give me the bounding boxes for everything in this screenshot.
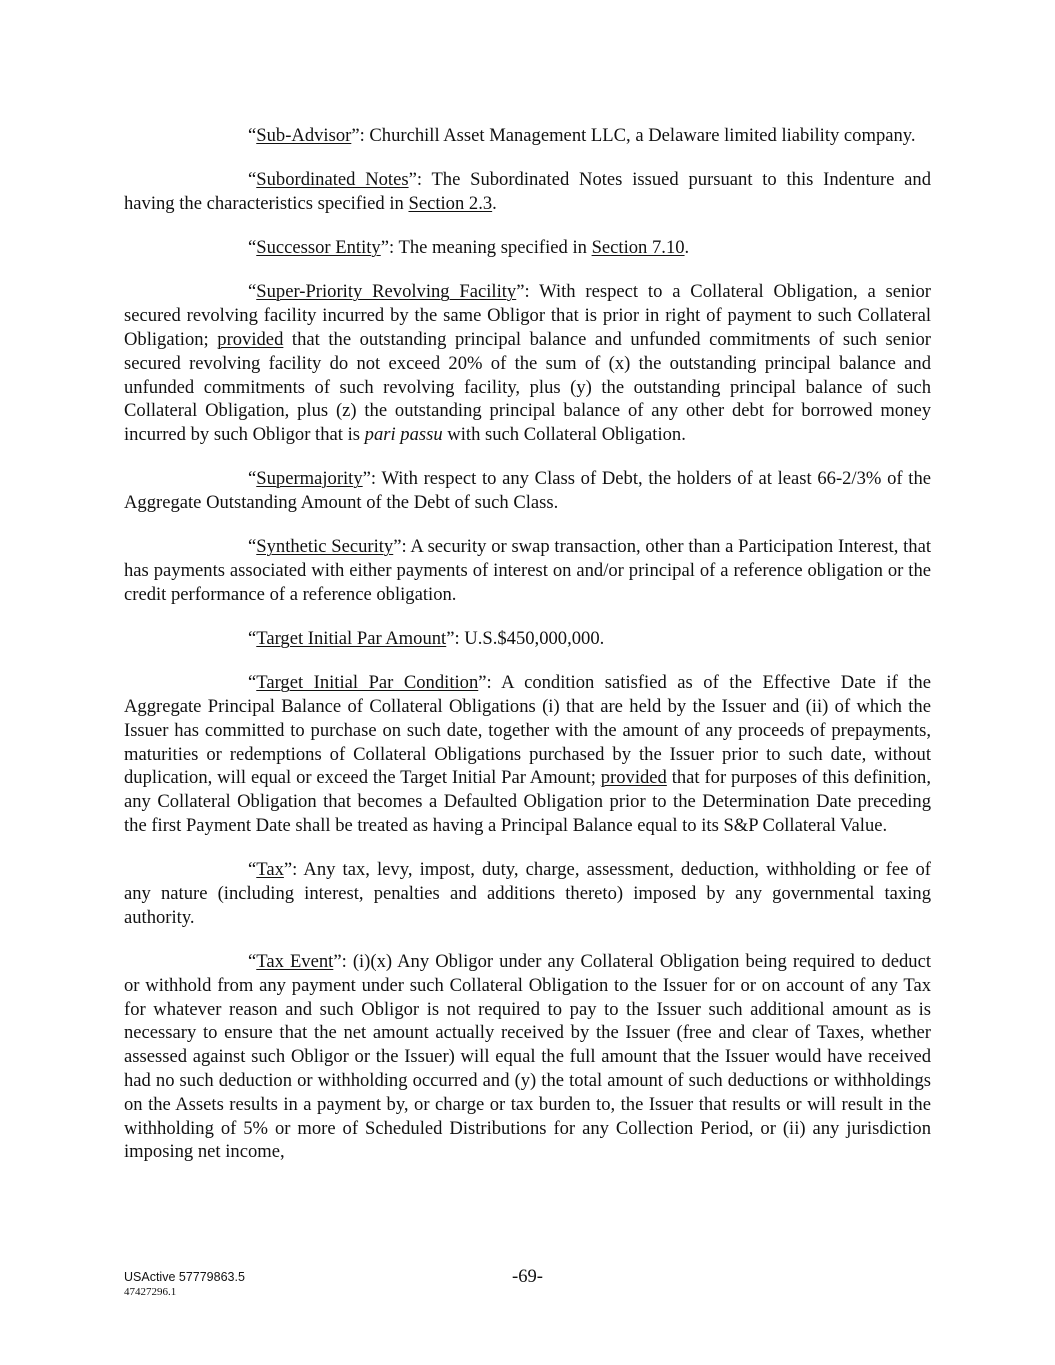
definition-text: A condition satisfied as of the Effective Date if the Aggregate Principal Balance of Collateral Obligations (i) that are held by the Issuer and (ii) of which the Issuer has committed to purchase on such date, together with the amount of any proceeds of prepayments, maturities or redemptions of Collateral Obligations purchased by the Issuer prior to such date, without duplication, will equal or exceed the Target Initial Par Amount; [124, 672, 931, 789]
definition-tax [124, 858, 931, 929]
document-id-secondary: 47427296.1 [124, 1286, 177, 1298]
defined-term: Tax [256, 859, 284, 881]
open-quote: “ [248, 859, 257, 881]
section-reference: Section 2.3 [408, 192, 493, 214]
defined-term: Target Initial Par Condition [256, 672, 479, 694]
defined-term: Subordinated Notes [256, 169, 409, 191]
open-quote: “ [248, 125, 257, 146]
term-separator: ”: [393, 536, 411, 558]
term-separator: ”: [362, 468, 382, 490]
definition-text-end: . [684, 237, 690, 259]
defined-term: Successor Entity [256, 237, 381, 259]
definition-text: With respect to any Class of Debt, the holders of at least 66-2/3% of the Aggregate Outstanding Amount of the Debt of such Class. [124, 468, 931, 514]
open-quote: “ [248, 468, 257, 490]
definition-sub-advisor [124, 124, 931, 148]
term-separator: ”: [516, 281, 540, 303]
term-separator: ”: [283, 859, 304, 881]
open-quote: “ [248, 169, 257, 191]
term-separator: ”: [333, 951, 353, 973]
document-page [124, 124, 931, 1185]
term-separator: ”: [380, 237, 399, 259]
definition-text: With respect to a Collateral Obligation, a senior secured revolving facility incurred by the same Obligor that is prior in right of payment to such Collateral Obligation; [124, 281, 931, 350]
definition-target-initial-par-condition [124, 671, 931, 838]
term-separator: ”: [351, 125, 370, 146]
definition-subordinated-notes [124, 168, 931, 216]
defined-term: Super-Priority Revolving Facility [256, 281, 517, 303]
italic-phrase: pari passu [364, 424, 443, 446]
definition-text: U.S.$450,000,000. [464, 628, 605, 650]
defined-term: Tax Event [256, 951, 334, 973]
open-quote: “ [248, 672, 257, 694]
open-quote: “ [248, 536, 257, 558]
defined-term: Synthetic Security [256, 536, 394, 558]
provided-keyword: provided [600, 767, 667, 789]
open-quote: “ [248, 628, 257, 650]
definition-successor-entity [124, 236, 931, 260]
definition-text: The Subordinated Notes issued pursuant to this Indenture and having the characteristics specified in [124, 169, 931, 214]
definition-text: Any tax, levy, impost, duty, charge, assessment, deduction, withholding or fee of any nature (including interest, penalties and additions thereto) imposed by any governmental taxing authority. [124, 859, 931, 928]
term-separator: ”: [478, 672, 502, 694]
definition-text-end: with such Collateral Obligation. [442, 424, 686, 446]
page-number: -69- [512, 1266, 543, 1287]
definition-text-end: . [492, 192, 497, 214]
defined-term: Supermajority [256, 468, 363, 490]
open-quote: “ [248, 237, 257, 259]
definition-text-continued: that the outstanding principal balance and unfunded commitments of such senior secured revolving facility do not exceed 20% of the sum of (x) the outstanding principal balance and unfunded commitments of such revolving facility, plus (y) the outstanding principal balance of such Collateral Obligation, plus (z) the outstanding principal balance of any other debt for borrowed money incurred by such Obligor that is [124, 328, 931, 446]
defined-term: Sub-Advisor [256, 125, 352, 146]
definition-text: Churchill Asset Management LLC, a Delaware limited liability company. [369, 125, 916, 146]
definition-target-initial-par-amount [124, 627, 931, 651]
term-separator: ”: [446, 628, 465, 650]
definition-text: A security or swap transaction, other than a Participation Interest, that has payments associated with either payments of interest on and/or principal of a reference obligation or the credit performance of a reference obligation. [124, 536, 932, 605]
open-quote: “ [248, 281, 257, 303]
definition-supermajority [124, 467, 931, 515]
section-reference: Section 7.10 [591, 237, 685, 259]
open-quote: “ [248, 951, 257, 973]
definition-tax-event [124, 950, 931, 1164]
definition-synthetic-security [124, 535, 931, 606]
provided-keyword: provided [217, 328, 284, 350]
definition-text-end: that for purposes of this definition, any Collateral Obligation that becomes a Defaulted Obligation prior to the Determination Date preceding the first Payment Date shall be treated as having a Principal Balance equal to its S&P Collateral Value. [124, 767, 931, 837]
definition-text: (i)(x) Any Obligor under any Collateral Obligation being required to deduct or withhold from any payment under such Collateral Obligation to the Issuer for or on account of any Tax for whatever reason and such Obligor is not required to pay to the Issuer such additional amount as is necessary to ensure that the net amount actually received by the Issuer (free and clear of Taxes, whether assessed against such Obligor or the Issuer) will equal the full amount that the Issuer would have received had no such deduction or withholding occurred and (y) the total amount of such deductions or withholdings on the Assets results in a payment by, or charge or tax burden to, the Issuer that results or will result in the withholding of 5% or more of Scheduled Distributions for any Collection Period, or (ii) any jurisdiction imposing net income, [124, 951, 931, 1163]
defined-term: Target Initial Par Amount [256, 628, 447, 650]
document-id: USActive 57779863.5 [124, 1270, 245, 1284]
definition-text: The meaning specified in [398, 237, 592, 259]
definition-super-priority-revolving-facility [124, 280, 931, 447]
term-separator: ”: [408, 169, 432, 191]
